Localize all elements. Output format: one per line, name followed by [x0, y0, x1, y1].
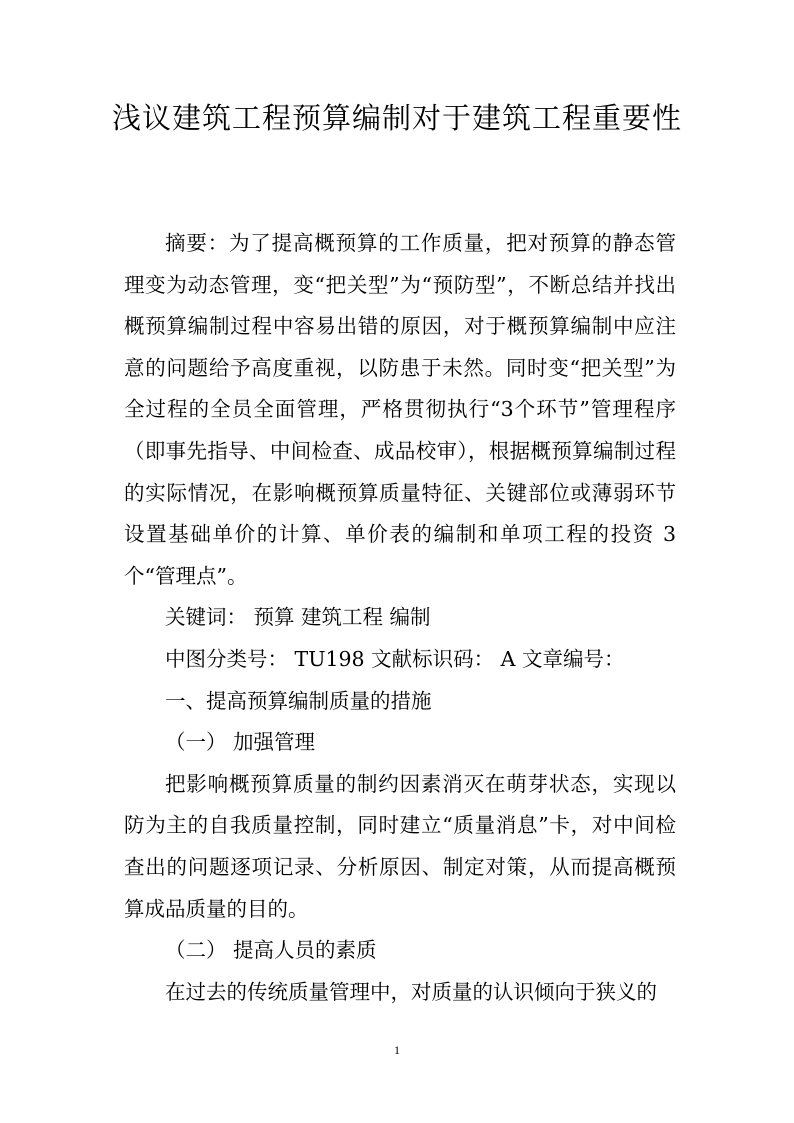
- subsection-heading: （二） 提高人员的素质: [165, 938, 377, 963]
- document-body: [124, 223, 676, 1013]
- document-title: 浅议建筑工程预算编制对于建筑工程重要性: [111, 101, 682, 135]
- page-number: 1: [394, 1043, 400, 1057]
- section-heading: 一、提高预算编制质量的措施: [165, 688, 432, 713]
- subsection-heading: （一） 加强管理: [165, 730, 316, 755]
- keywords-line: 关键词： 预算 建筑工程 编制: [165, 605, 431, 630]
- body-paragraph: 在过去的传统质量管理中，对质量的认识倾向于狭义的: [165, 979, 657, 1004]
- abstract-paragraph: 摘要：为了提高概预算的工作质量，把对预算的静态管理变为动态管理，变“把关型”为“预防型”，不断总结并找出概预算编制过程中容易出错的原因，对于概预算编制中应注意的问题给予高度重视，以防患于未然。同时变“把关型”为全过程的全员全面管理，严格贯彻执行“3个环节”管理程序（即事先指导、中间检查、成品校审），根据概预算编制过程的实际情况，在影响概预算质量特征、关键部位或薄弱环节设置基础单价的计算、单价表的编制和单项工程的投资 3 个“管理点”。: [124, 231, 676, 588]
- classification-line: 中图分类号： TU198 文献标识码： A 文章编号：: [165, 646, 625, 671]
- body-paragraph: 把影响概预算质量的制约因素消灭在萌芽状态，实现以防为主的自我质量控制，同时建立“质量消息”卡，对中间检查出的问题逐项记录、分析原因、制定对策，从而提高概预算成品质量的目的。: [124, 771, 676, 921]
